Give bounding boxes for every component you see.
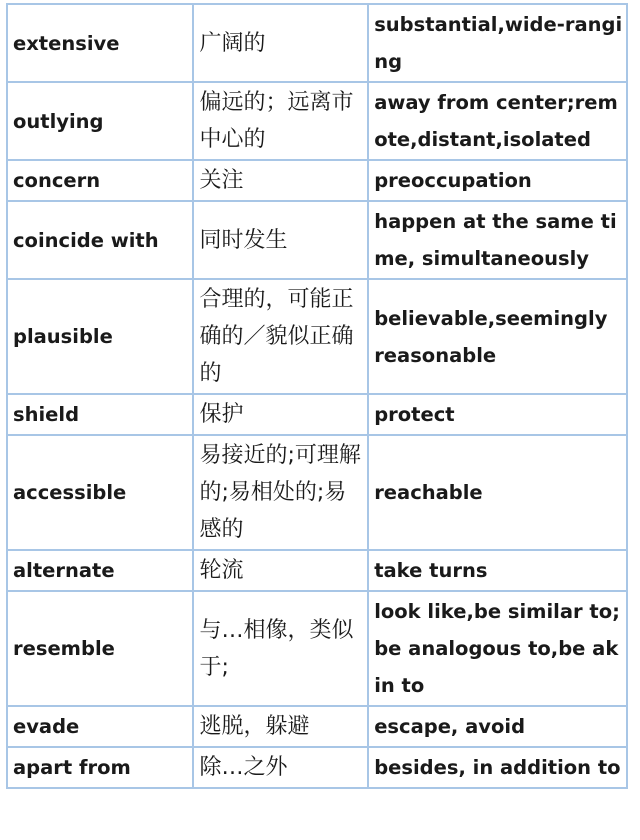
- english-synonyms: reachable: [368, 435, 627, 550]
- english-synonyms: away from center;remote,distant,isolated: [368, 82, 627, 160]
- english-synonyms: besides, in addition to: [368, 747, 627, 788]
- english-synonyms: happen at the same time, simultaneously: [368, 201, 627, 279]
- vocabulary-table: [6, 3, 628, 789]
- english-synonyms: take turns: [368, 550, 627, 591]
- english-word: resemble: [7, 591, 193, 706]
- english-word: apart from: [7, 747, 193, 788]
- table-row: [7, 201, 627, 279]
- english-word: shield: [7, 394, 193, 435]
- chinese-meaning: 逃脱，躲避: [193, 706, 368, 747]
- english-word: outlying: [7, 82, 193, 160]
- english-word: coincide with: [7, 201, 193, 279]
- chinese-meaning: 除…之外: [193, 747, 368, 788]
- english-synonyms: substantial,wide-ranging: [368, 4, 627, 82]
- chinese-meaning: 轮流: [193, 550, 368, 591]
- english-synonyms: believable,seemingly reasonable: [368, 279, 627, 394]
- table-row: [7, 82, 627, 160]
- english-word: extensive: [7, 4, 193, 82]
- chinese-meaning: 合理的，可能正确的／貌似正确的: [193, 279, 368, 394]
- chinese-meaning: 广阔的: [193, 4, 368, 82]
- chinese-meaning: 易接近的;可理解的;易相处的;易感的: [193, 435, 368, 550]
- english-synonyms: escape, avoid: [368, 706, 627, 747]
- chinese-meaning: 同时发生: [193, 201, 368, 279]
- chinese-meaning: 关注: [193, 160, 368, 201]
- table-row: [7, 591, 627, 706]
- english-synonyms: look like,be similar to;be analogous to,be akin to: [368, 591, 627, 706]
- english-word: evade: [7, 706, 193, 747]
- english-synonyms: preoccupation: [368, 160, 627, 201]
- table-row: [7, 394, 627, 435]
- english-synonyms: protect: [368, 394, 627, 435]
- table-row: [7, 435, 627, 550]
- table-row: [7, 4, 627, 82]
- english-word: plausible: [7, 279, 193, 394]
- chinese-meaning: 偏远的；远离市中心的: [193, 82, 368, 160]
- table-row: [7, 747, 627, 788]
- english-word: alternate: [7, 550, 193, 591]
- chinese-meaning: 与…相像，类似于;: [193, 591, 368, 706]
- english-word: accessible: [7, 435, 193, 550]
- english-word: concern: [7, 160, 193, 201]
- table-row: [7, 550, 627, 591]
- table-row: [7, 160, 627, 201]
- chinese-meaning: 保护: [193, 394, 368, 435]
- table-row: [7, 706, 627, 747]
- table-row: [7, 279, 627, 394]
